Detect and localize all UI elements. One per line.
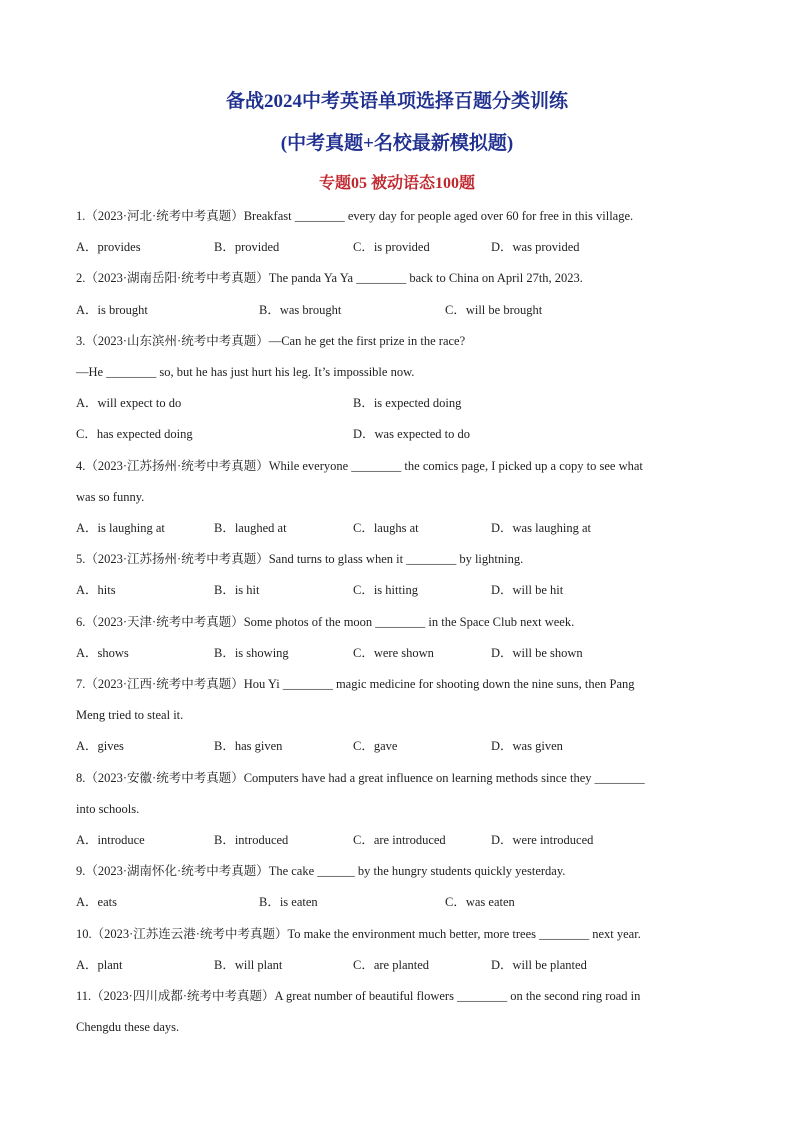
q3-option-b: B．is expected doing <box>353 396 462 410</box>
q4-option-d: D．was laughing at <box>491 521 591 535</box>
q5-option-b: B．is hit <box>214 583 260 597</box>
q1-option-d: D．was provided <box>491 240 580 254</box>
question-7: 7.（2023·江西·统考中考真题）Hou Yi ________ magic medicine for shooting down the nine suns, then Pang <box>76 677 635 691</box>
q6-option-a: A．shows <box>76 646 129 660</box>
q5-option-d: D．will be hit <box>491 583 564 597</box>
q1-option-a: A．provides <box>76 240 141 254</box>
q9-option-b: B．is eaten <box>259 895 318 909</box>
q7-option-a: A．gives <box>76 739 124 753</box>
q6-option-d: D．will be shown <box>491 646 583 660</box>
q8-option-a: A．introduce <box>76 833 145 847</box>
q8-option-b: B．introduced <box>214 833 289 847</box>
q4-option-b: B．laughed at <box>214 521 287 535</box>
q7-option-d: D．was given <box>491 739 563 753</box>
q10-option-a: A．plant <box>76 958 123 972</box>
question-11-continued: Chengdu these days. <box>76 1020 180 1034</box>
question-10: 10.（2023·江苏连云港·统考中考真题）To make the environment much better, more trees ________ next year. <box>76 927 641 941</box>
document-title-line2: (中考真题+名校最新模拟题) <box>280 133 514 154</box>
question-9: 9.（2023·湖南怀化·统考中考真题）The cake ______ by the hungry students quickly yesterday. <box>76 864 566 878</box>
q5-option-a: A．hits <box>76 583 116 597</box>
q2-option-b: B．was brought <box>259 303 342 317</box>
question-4-continued: was so funny. <box>76 490 145 504</box>
q10-option-d: D．will be planted <box>491 958 587 972</box>
q10-option-b: B．will plant <box>214 958 283 972</box>
question-3-continued: —He ________ so, but he has just hurt his leg. It’s impossible now. <box>76 365 415 379</box>
q3-option-c: C．has expected doing <box>76 427 193 441</box>
question-11: 11.（2023·四川成都·统考中考真题）A great number of beautiful flowers ________ on the second ring road in <box>76 989 641 1003</box>
q5-option-c: C．is hitting <box>353 583 418 597</box>
q7-option-c: C．gave <box>353 739 398 753</box>
document-title-line1: 备战2024中考英语单项选择百题分类训练 <box>225 91 568 112</box>
question-5: 5.（2023·江苏扬州·统考中考真题）Sand turns to glass when it ________ by lightning. <box>76 552 524 566</box>
question-6: 6.（2023·天津·统考中考真题）Some photos of the moon ________ in the Space Club next week. <box>76 615 575 629</box>
q1-option-b: B．provided <box>214 240 280 254</box>
question-1: 1.（2023·河北·统考中考真题）Breakfast ________ every day for people aged over 60 for free in this village. <box>76 209 634 223</box>
q2-option-c: C．will be brought <box>445 303 543 317</box>
q8-option-c: C．are introduced <box>353 833 446 847</box>
q2-option-a: A．is brought <box>76 303 148 317</box>
question-7-continued: Meng tried to steal it. <box>76 708 184 722</box>
q4-option-c: C．laughs at <box>353 521 419 535</box>
q4-option-a: A．is laughing at <box>76 521 165 535</box>
question-4: 4.（2023·江苏扬州·统考中考真题）While everyone ________ the comics page, I picked up a copy to see what <box>76 459 643 473</box>
q9-option-a: A．eats <box>76 895 117 909</box>
q7-option-b: B．has given <box>214 739 283 753</box>
question-8-continued: into schools. <box>76 802 140 816</box>
q3-option-a: A．will expect to do <box>76 396 182 410</box>
q1-option-c: C．is provided <box>353 240 430 254</box>
q8-option-d: D．were introduced <box>491 833 594 847</box>
q10-option-c: C．are planted <box>353 958 430 972</box>
q6-option-b: B．is showing <box>214 646 289 660</box>
question-3: 3.（2023·山东滨州·统考中考真题）—Can he get the first prize in the race? <box>76 334 466 348</box>
q9-option-c: C．was eaten <box>445 895 515 909</box>
question-2: 2.（2023·湖南岳阳·统考中考真题）The panda Ya Ya ________ back to China on April 27th, 2023. <box>76 271 583 285</box>
q6-option-c: C．were shown <box>353 646 434 660</box>
q3-option-d: D．was expected to do <box>353 427 470 441</box>
topic-subtitle: 专题05 被动语态100题 <box>318 175 475 192</box>
question-8: 8.（2023·安徽·统考中考真题）Computers have had a great influence on learning methods since they ________ <box>76 771 645 785</box>
